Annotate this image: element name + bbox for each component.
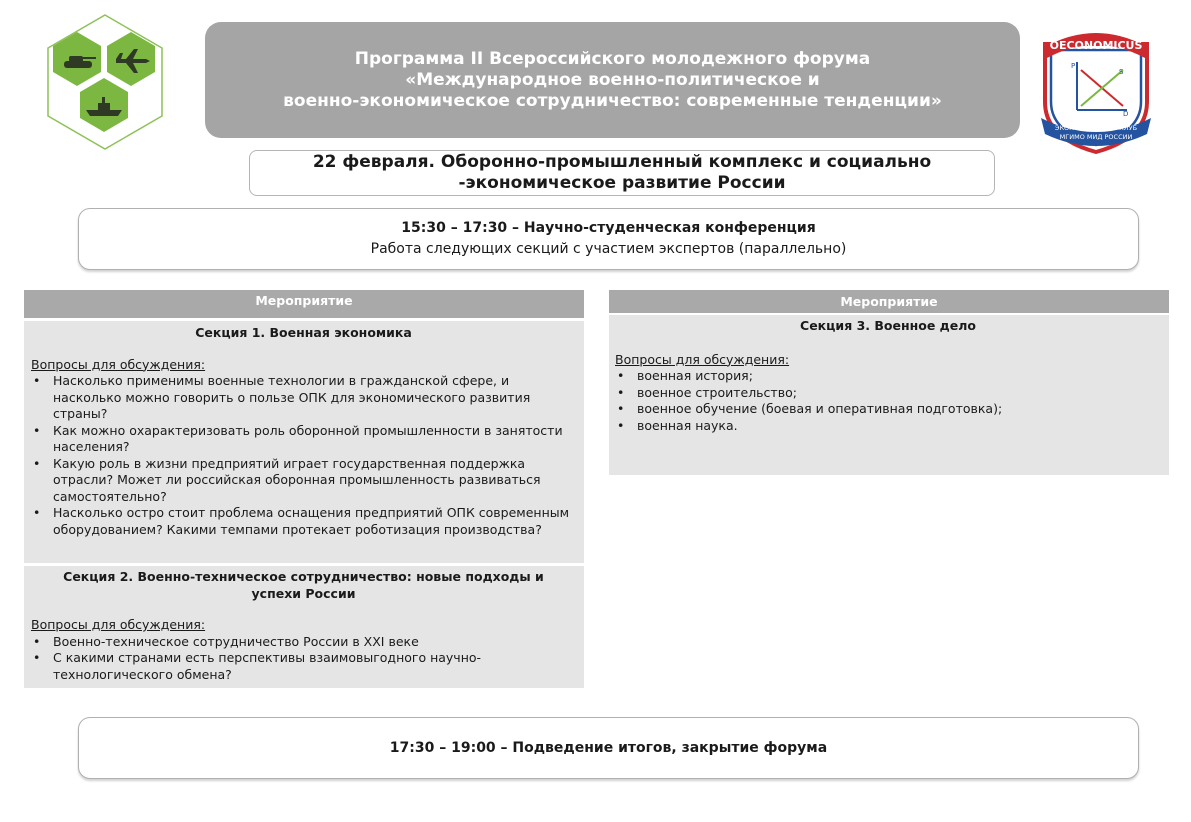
day-title-line-2: -экономическое развитие России [458, 173, 786, 193]
right-table-header: Мероприятие [609, 290, 1169, 313]
emblem-axis-label-s: S [1119, 68, 1124, 76]
list-item: • Насколько остро стоит проблема оснащения предприятий ОПК современным оборудованием? Какими темпами протекает роботизация производства? [31, 505, 576, 538]
military-hex-logo [40, 12, 170, 152]
section-1-questions-label: Вопросы для обсуждения: [31, 356, 206, 372]
section-3-questions-label: Вопросы для обсуждения: [615, 351, 790, 367]
section-2-questions-label: Вопросы для обсуждения: [31, 617, 206, 632]
day-title-line-1: 22 февраля. Оборонно-промышленный комплекс и социально [312, 152, 932, 172]
emblem-bottom-text-1: ЭКОНОМИЧЕСКИЙ КЛУБ [1054, 124, 1138, 132]
section-2-questions-list [31, 634, 576, 684]
banner-title-line-1: Программа II Всероссийского молодежного форума [354, 48, 871, 69]
left-table-header: Мероприятие [24, 290, 584, 318]
section-3-panel [609, 315, 1169, 475]
section-3-questions-list [615, 368, 1161, 434]
list-item: • военная наука. [615, 418, 1161, 435]
emblem-bottom-text-2: МГИМО МИД РОССИИ [1059, 133, 1133, 141]
oeconomicus-club-emblem [1035, 22, 1157, 154]
session-conference-subtitle: Работа следующих секций с участием экспертов (параллельно) [370, 241, 847, 257]
banner-title-line-3: военно-экономическое сотрудничество: современные тенденции» [283, 90, 942, 111]
section-2-title: Секция 2. Военно-техническое сотрудничество: новые подходы и успехи России [63, 569, 544, 601]
list-item: • военное строительство; [615, 385, 1161, 402]
day-title-box [249, 150, 995, 196]
session-closing-title: 17:30 – 19:00 – Подведение итогов, закрытие форума [389, 740, 828, 756]
section-1-panel [24, 321, 584, 563]
list-item: • Как можно охарактеризовать роль оборонной промышленности в занятости населения? [31, 423, 576, 456]
emblem-axis-label-d: D [1123, 110, 1129, 118]
emblem-axis-label-p: P [1071, 62, 1076, 70]
section-2-panel [24, 566, 584, 688]
session-conference-box [78, 208, 1139, 270]
list-item: • Военно-техническое сотрудничество России в XXI веке [31, 634, 576, 651]
forum-program-banner [205, 22, 1020, 138]
session-closing-box [78, 717, 1139, 779]
banner-title-line-2: «Международное военно-политическое и [405, 69, 820, 90]
list-item: • военное обучение (боевая и оперативная подготовка); [615, 401, 1161, 418]
list-item: • С какими странами есть перспективы взаимовыгодного научно-технологического обмена? [31, 650, 576, 683]
list-item: • Насколько применимы военные технологии в гражданской сфере, и насколько можно говорить о пользе ОПК для экономического развития страны? [31, 373, 576, 423]
section-1-title: Секция 1. Военная экономика [195, 325, 412, 340]
section-3-title: Секция 3. Военное дело [800, 318, 976, 333]
list-item: • военная история; [615, 368, 1161, 385]
section-1-questions-list [31, 373, 576, 538]
list-item: • Какую роль в жизни предприятий играет государственная поддержка отрасли? Может ли российская оборонная промышленность развиваться самостоятельно? [31, 456, 576, 506]
emblem-top-text: OECONOMICUS [1049, 39, 1143, 52]
session-conference-title: 15:30 – 17:30 – Научно-студенческая конференция [401, 220, 816, 236]
